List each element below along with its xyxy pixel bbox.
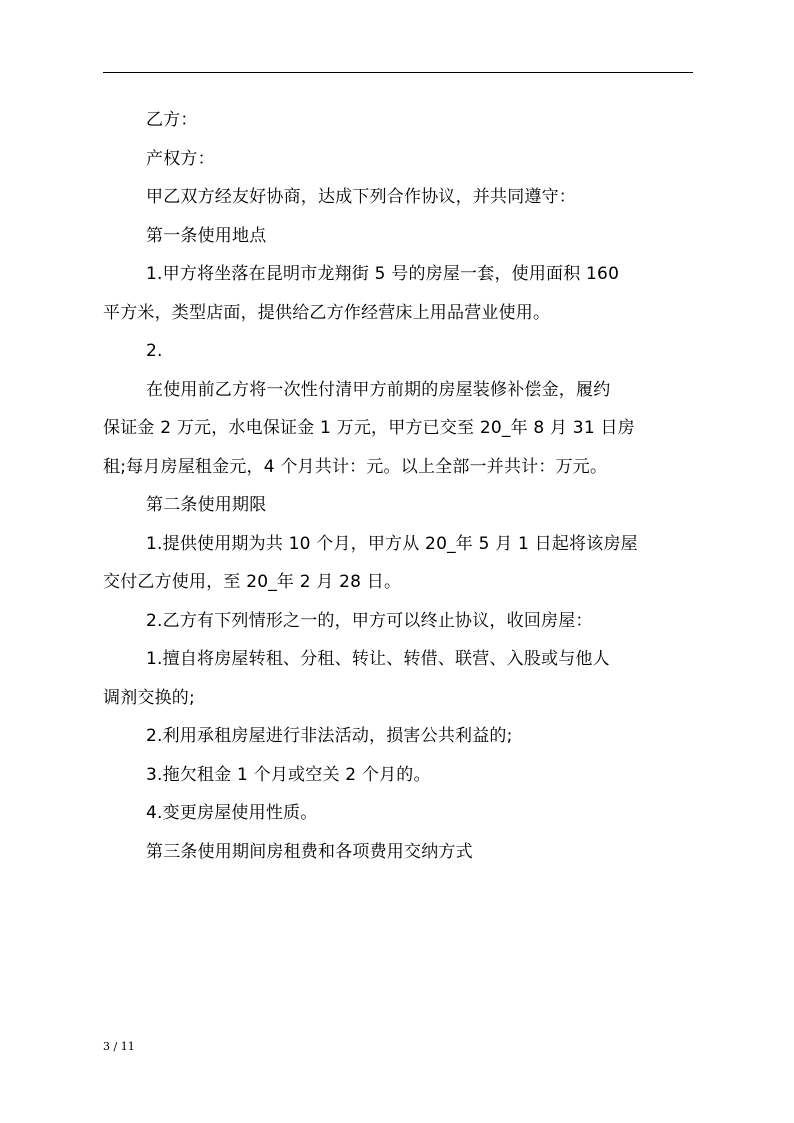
- article-3-title: 第三条使用期间房租费和各项费用交纳方式: [146, 841, 473, 862]
- party-b-line: 乙方：: [146, 110, 198, 130]
- article-2-item-1-line-1: 1.提供使用期为共 10 个月，甲方从 20_年 5 月 1 日起将该房屋: [146, 533, 638, 554]
- article-1-item-2-number: 2.: [146, 341, 163, 361]
- article-2-sub-1-line-2: 调剂交换的;: [103, 687, 195, 708]
- document-body: [103, 101, 693, 871]
- page-number: 3 / 11: [103, 1040, 135, 1053]
- article-1-item-2-line-3: 租;每月房屋租金元，4 个月共计：元。以上全部一并共计：万元。: [103, 456, 608, 477]
- article-1-item-1-line-2: 平方米，类型店面，提供给乙方作经营床上用品营业使用。: [103, 302, 551, 323]
- property-owner-line: 产权方：: [146, 148, 215, 169]
- article-2-sub-2: 2.利用承租房屋进行非法活动，损害公共利益的;: [146, 726, 513, 746]
- article-1-item-2-line-1: 在使用前乙方将一次性付清甲方前期的房屋装修补偿金，履约: [146, 379, 611, 400]
- header-rule: [103, 72, 693, 73]
- article-2-item-1-line-2: 交付乙方使用，至 20_年 2 月 28 日。: [103, 572, 402, 592]
- article-2-sub-1-line-1: 1.擅自将房屋转租、分租、转让、转借、联营、入股或与他人: [146, 649, 610, 669]
- article-2-sub-4: 4.变更房屋使用性质。: [146, 803, 318, 823]
- article-2-title: 第二条使用期限: [146, 495, 267, 515]
- article-1-item-2-line-2: 保证金 2 万元，水电保证金 1 万元，甲方已交至 20_年 8 月 31 日房: [103, 418, 635, 438]
- article-2-sub-3: 3.拖欠租金 1 个月或空关 2 个月的。: [146, 764, 431, 785]
- article-1-item-1-line-1: 1.甲方将坐落在昆明市龙翔街 5 号的房屋一套，使用面积 160: [146, 264, 620, 284]
- agreement-intro: 甲乙双方经友好协商，达成下列合作协议，并共同遵守：: [146, 187, 576, 207]
- article-1-title: 第一条使用地点: [146, 225, 267, 246]
- article-2-item-2: 2.乙方有下列情形之一的，甲方可以终止协议，收回房屋：: [146, 610, 593, 631]
